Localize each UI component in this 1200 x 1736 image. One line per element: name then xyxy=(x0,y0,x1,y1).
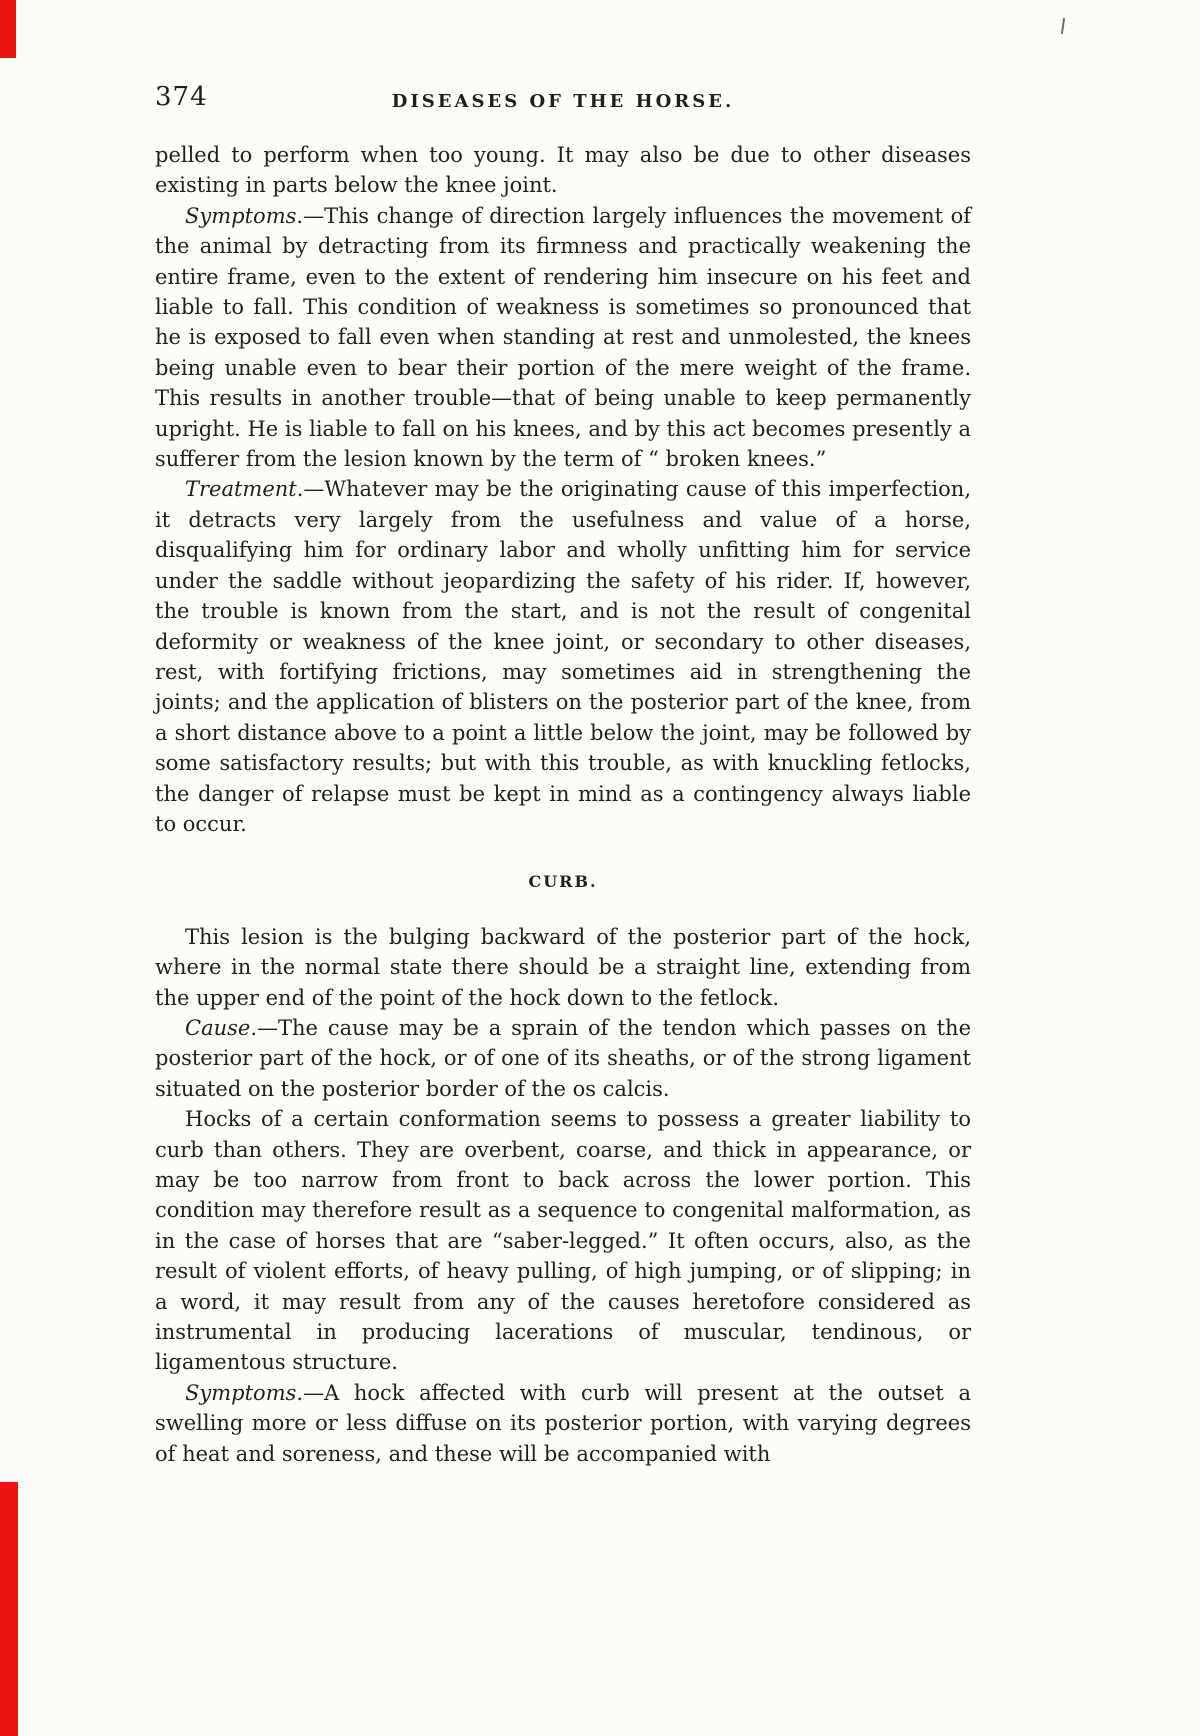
page-body xyxy=(155,140,971,1469)
page-header xyxy=(155,84,971,120)
paragraph xyxy=(155,474,971,839)
book-page xyxy=(155,84,971,1469)
paragraph-text: —A hock affected with curb will present at the outset a swelling more or less diffuse on its posterior portion, with varying degrees of heat and soreness, and these will be accompanied with xyxy=(155,1380,971,1466)
running-title: DISEASES OF THE HORSE. xyxy=(391,91,735,112)
scan-artifact-bottom xyxy=(0,1482,18,1736)
paragraph-lead: Symptoms. xyxy=(185,203,304,228)
paragraph xyxy=(155,1013,971,1104)
paragraph xyxy=(155,922,971,1013)
paragraph xyxy=(155,201,971,475)
paragraph-text: —This change of direction largely influences the movement of the animal by detracting from its firmness and practically weakening the entire frame, even to the extent of rendering him insecure on his feet and liable to fall. This condition of weakness is sometimes so pronounced that he is exposed to fall even when standing at rest and unmolested, the knees being unable even to bear their portion of the mere weight of the frame. This results in another trouble—that of being unable to keep permanently upright. He is liable to fall on his knees, and by this act becomes presently a sufferer from the lesion known by the term of “ broken knees.” xyxy=(155,203,971,472)
paragraph xyxy=(155,140,971,201)
section-heading: CURB. xyxy=(528,872,598,892)
paragraph-text: pelled to perform when too young. It may also be due to other diseases existing in parts below the knee joint. xyxy=(155,143,971,198)
scan-artifact-top xyxy=(0,0,16,58)
paragraph-lead: Cause. xyxy=(185,1015,257,1040)
page-number: 374 xyxy=(155,82,208,112)
paragraph-lead: Symptoms. xyxy=(185,1380,304,1405)
paragraph-lead: Treatment. xyxy=(185,477,304,502)
paragraph xyxy=(155,1378,971,1469)
paragraph-text: —The cause may be a sprain of the tendon which passes on the posterior part of the hock, or of one of its sheaths, or of the strong ligament situated on the posterior border of the os calcis. xyxy=(155,1015,971,1101)
scan-mark xyxy=(1061,18,1065,34)
paragraph xyxy=(155,1104,971,1378)
paragraph-text: —Whatever may be the originating cause of this imperfection, it detracts very largely from the usefulness and value of a horse, disqualifying him for ordinary labor and wholly unfitting him for service under the saddle without jeopardizing the safety of his rider. If, however, the trouble is known from the start, and is not the result of congenital deformity or weakness of the knee joint, or secondary to other diseases, rest, with fortifying frictions, may sometimes aid in strengthening the joints; and the application of blisters on the posterior part of the knee, from a short distance above to a point a little below the joint, may be followed by some satisfactory results; but with this trouble, as with knuckling fetlocks, the danger of relapse must be kept in mind as a contingency always liable to occur. xyxy=(155,477,971,836)
paragraph-text: Hocks of a certain conformation seems to possess a greater liability to curb than others. They are overbent, coarse, and thick in appearance, or may be too narrow from front to back across the lower portion. This condition may therefore result as a sequence to congenital malformation, as in the case of horses that are “saber-legged.” It often occurs, also, as the result of violent efforts, of heavy pulling, of high jumping, or of slipping; in a word, it may result from any of the causes heretofore considered as instrumental in producing lacerations of muscular, tendinous, or ligamentous structure. xyxy=(155,1107,971,1375)
paragraph-text: This lesion is the bulging backward of the posterior part of the hock, where in the normal state there should be a straight line, extending from the upper end of the point of the hock down to the fetlock. xyxy=(155,924,971,1010)
